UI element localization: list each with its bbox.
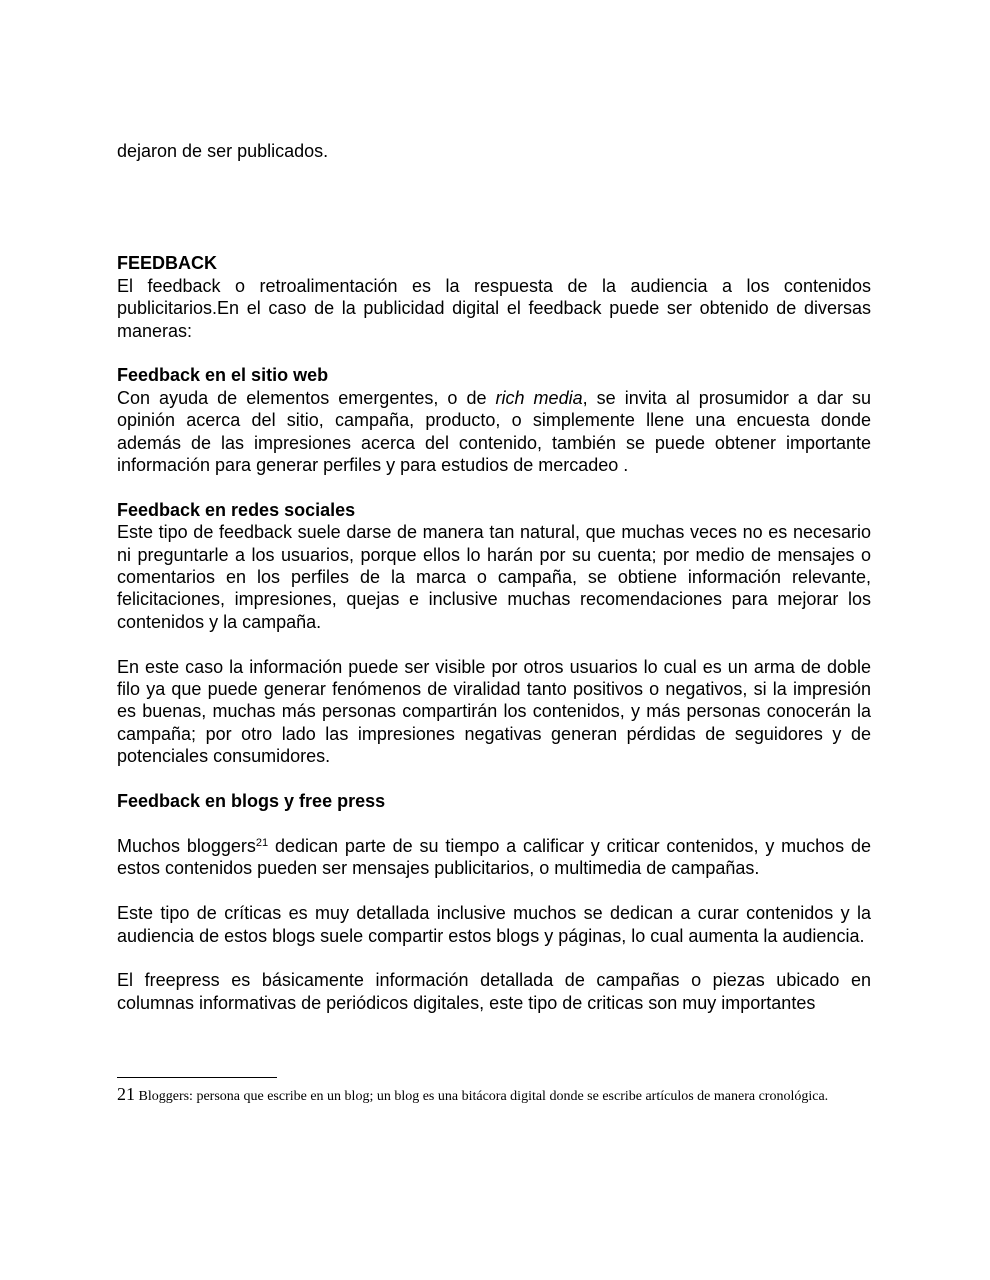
blogs-paragraph-1	[117, 835, 871, 880]
footnote-text: Bloggers: persona que escribe en un blog; un blog es una bitácora digital donde se escribe artículos de manera cronológica.	[135, 1089, 829, 1104]
blogs-paragraph-3: El freepress es básicamente información detallada de campañas o piezas ubicado en columnas informativas de periódicos digitales, este tipo de criticas son muy importantes	[117, 970, 871, 1013]
heading-web: Feedback en el sitio web	[117, 365, 329, 386]
blogs-text-end: dedican parte de su tiempo a calificar y criticar contenidos, y muchos de estos contenidos pueden ser mensajes publicitarios, o multimedia de campañas.	[117, 835, 871, 879]
spacer	[117, 813, 871, 835]
blogs-paragraph-2: Este tipo de críticas es muy detallada inclusive muchos se dedican a curar contenidos y la audiencia de estos blogs suele compartir estos blogs y páginas, lo cual aumenta la audiencia.	[117, 903, 871, 946]
spacer	[117, 633, 871, 655]
spacer	[117, 880, 871, 902]
footnote-reference: 21	[255, 836, 269, 849]
social-paragraph-2: En este caso la información puede ser visible por otros usuarios lo cual es un arma de doble filo ya que puede generar fenómenos de viralidad tanto positivos o negativos, si la impresión es buenas, muchas más personas compartirán los contenidos, y más personas conocerán la campaña; por otro lado las impresiones negativas generan pérdidas de seguidores y de potenciales consumidores.	[117, 656, 871, 767]
spacer	[117, 342, 871, 364]
blogs-text-start: Muchos bloggers	[117, 835, 256, 856]
web-paragraph	[117, 387, 871, 477]
web-text-end: , se invita al prosumidor a dar su opinión acerca del sitio, campaña, producto, o simplemente llene una encuesta donde además de las impresiones acerca del contenido, también se puede obtener importante información para generar perfiles y para estudios de mercadeo .	[117, 387, 871, 476]
intro-paragraph: El feedback o retroalimentación es la respuesta de la audiencia a los contenidos publicitarios.En el caso de la publicidad digital el feedback puede ser obtenido de diversas maneras:	[117, 275, 871, 341]
section-title: FEEDBACK	[117, 253, 218, 274]
footnote-number: 21	[117, 1084, 135, 1104]
footnote-separator	[117, 1077, 277, 1078]
spacer	[117, 768, 871, 790]
footnote	[117, 1084, 871, 1107]
opening-line: dejaron de ser publicados.	[117, 141, 329, 161]
heading-blogs: Feedback en blogs y free press	[117, 791, 386, 812]
web-text-italic: rich media	[495, 387, 583, 408]
document-body	[117, 140, 871, 1014]
web-text-start: Con ayuda de elementos emergentes, o de	[117, 387, 496, 408]
heading-social: Feedback en redes sociales	[117, 499, 356, 520]
spacer	[117, 476, 871, 498]
spacer	[117, 947, 871, 969]
spacer	[117, 162, 871, 252]
social-paragraph-1: Este tipo de feedback suele darse de manera tan natural, que muchas veces no es necesario ni preguntarle a los usuarios, porque ellos lo harán por su cuenta; por medio de mensajes o comentarios en los perfiles de la marca o campaña, se obtiene información relevante, felicitaciones, impresiones, quejas e inclusive muchas recomendaciones para mejorar los contenidos y la campaña.	[117, 522, 871, 632]
